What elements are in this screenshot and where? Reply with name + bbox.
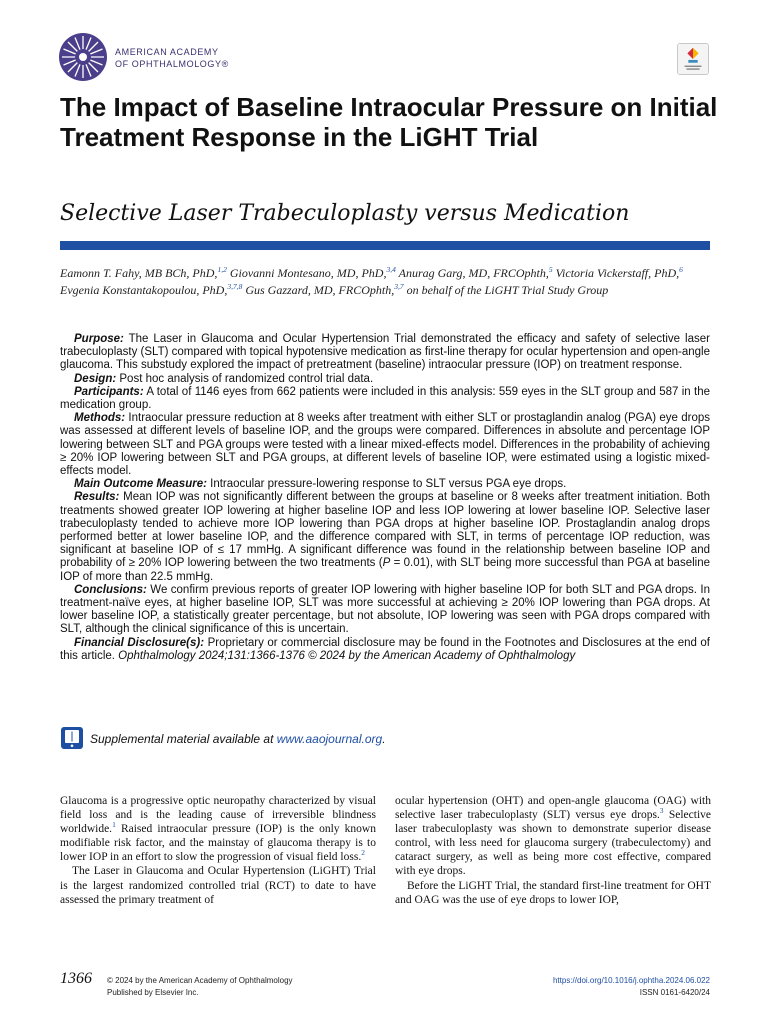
journal-link[interactable]: www.aaojournal.org	[276, 732, 383, 746]
citation-link[interactable]: 2	[361, 848, 365, 858]
author-affiliation[interactable]: 1,2	[217, 265, 227, 274]
page-number: 1366	[60, 970, 92, 987]
footer-copyright: © 2024 by the American Academy of Ophthalmology Published by Elsevier Inc.	[107, 976, 293, 997]
abstract-participants: Participants: A total of 1146 eyes from 662 patients were included in this analysis: 559 eyes in the SLT group and 587 in the medication group.	[60, 385, 710, 412]
abstract-label: Financial Disclosure(s):	[74, 636, 205, 649]
abstract-label: Methods:	[74, 412, 126, 425]
author-affiliation[interactable]: 3,7	[394, 282, 404, 291]
article-title: The Impact of Baseline Intraocular Pressure on Initial Treatment Response in the LiGHT Trial	[60, 92, 718, 152]
body-paragraph: ocular hypertension (OHT) and open-angle glaucoma (OAG) with selective laser trabeculoplasty (SLT) versus eye drops.$^3$ Selective laser trabeculoplasty was shown to demonstrate superior disease control, with less need for glaucoma surgery (trabeculectomy) and cataract surgery, as well as being more cost effective, compared with eye drops.	[395, 795, 711, 878]
publisher-name: AMERICAN ACADEMY OF OPHTHALMOLOGY®	[115, 47, 229, 69]
check-for-updates-icon[interactable]	[677, 43, 709, 75]
author-affiliation[interactable]: 6	[679, 265, 683, 274]
author-name: Gus Gazzard, MD, FRCOphth,	[245, 283, 395, 297]
abstract-design: Design: Post hoc analysis of randomized control trial data.	[74, 372, 374, 385]
author-name: Giovanni Montesano, MD, PhD,	[229, 266, 387, 280]
abstract-purpose: Purpose: The Laser in Glaucoma and Ocular Hypertension Trial demonstrated the efficacy and safety of selective laser trabeculoplasty (SLT) compared with topical hypotensive medication as first-line therapy for ocular hypertension and open-angle glaucoma. This substudy explored the impact of pretreatment (baseline) intraocular pressure (IOP) on treatment response.	[60, 333, 710, 372]
body-paragraph: Before the LiGHT Trial, the standard first-line treatment for OHT and OAG was the use of eye drops to lower IOP,	[395, 879, 711, 906]
title-divider	[60, 241, 710, 250]
body-column-left	[60, 794, 376, 907]
journal-reference: Ophthalmology 2024;131:1366-1376 © 2024 by the American Academy of Ophthalmology	[118, 649, 576, 662]
footer-identifiers	[553, 975, 710, 999]
aao-logo-icon	[58, 32, 108, 82]
citation-link[interactable]: 1	[112, 820, 116, 830]
abstract-label: Participants:	[74, 385, 144, 398]
abstract-outcome: Main Outcome Measure: Intraocular pressure-lowering response to SLT versus PGA eye drops.	[74, 478, 567, 491]
author-affiliation[interactable]: 3,7,8	[227, 282, 243, 291]
body-paragraph: The Laser in Glaucoma and Ocular Hypertension (LiGHT) Trial is the largest randomized controlled trial (RCT) to date to have assessed the primary treatment of	[60, 865, 376, 906]
body-paragraph: Glaucoma is a progressive optic neuropathy characterized by visual field loss and is the leading cause of irreversible blindness worldwide.$^1$ Raised intraocular pressure (IOP) is the only known modifiable risk factor, and the mainstay of glaucoma therapy is to lower IOP in an effort to slow the progression of visual field loss.$^2$	[60, 795, 376, 864]
abstract	[60, 333, 710, 663]
abstract-label: Conclusions:	[74, 583, 147, 596]
issn: ISSN 0161-6420/24	[639, 988, 710, 997]
author-name: Eamonn T. Fahy, MB BCh, PhD,	[60, 266, 218, 280]
author-name: Anurag Garg, MD, FRCOphth,	[398, 266, 549, 280]
abstract-conclusions: Conclusions: We confirm previous reports of greater IOP lowering with higher baseline IOP for both SLT and PGA drops. In treatment-naïve eyes, at higher baseline IOP, SLT was more successful at achieving ≥ 20% IOP lowering than PGA drops. At lower baseline IOP, a statistically greater percentage, but not absolute, IOP lowering was seen with PGA drops compared with SLT, although the clinical significance of this is uncertain.	[60, 583, 710, 636]
citation-link[interactable]: 3	[659, 806, 664, 816]
article-subtitle: Selective Laser Trabeculoplasty versus Medication	[60, 201, 630, 226]
supplemental-note: Supplemental material available at www.aaojournal.org.	[60, 726, 520, 754]
study-group: on behalf of the LiGHT Trial Study Group	[406, 283, 609, 297]
abstract-disclosure: Financial Disclosure(s): Proprietary or commercial disclosure may be found in the Footnotes and Disclosures at the end of this article. Ophthalmology 2024;131:1366-1376 © 2024 by the American Academy of Ophthalmology	[60, 636, 711, 662]
author-affiliation[interactable]: 3,4	[386, 265, 396, 274]
author-affiliation[interactable]: 5	[548, 265, 553, 274]
body-column-right	[395, 794, 711, 907]
author-list	[60, 265, 710, 299]
abstract-results: Results: Mean IOP was not significantly different between the groups at baseline or 8 weeks after treatment initiation. Both treatments showed greater IOP lowering at higher baseline IOP and less IOP lowering at lower baseline IOP. Selective laser trabeculoplasty tended to achieve more IOP lowering than PGA drops at higher baseline IOP. Prostaglandin analog drops performed better at lower baseline IOP, and the difference compared with SLT, in terms of percentage IOP reduction, was significant at baseline IOP of ≤ 17 mmHg. A significant difference was found in the relationship between baseline IOP and probability of ≥ 20% IOP lowering between the two treatments (P = 0.01), with SLT being more successful than PGA at baseline IOP of more than 22.5 mmHg.	[60, 491, 710, 583]
abstract-label: Purpose:	[74, 333, 124, 345]
author-name: Victoria Vickerstaff, PhD,	[555, 266, 680, 280]
tablet-icon	[60, 726, 84, 750]
author-name: Evgenia Konstantakopoulou, PhD,	[60, 283, 228, 297]
abstract-label: Design:	[74, 372, 117, 385]
abstract-methods: Methods: Intraocular pressure reduction at 8 weeks after treatment with either SLT or prostaglandin analog (PGA) eye drops was assessed at different levels of baseline IOP, and the groups were compared. Differences in absolute and percentage IOP lowering between SLT and PGA groups were tested with a linear mixed-effects model. Differences in the probability of achieving ≥ 20% IOP lowering between SLT and PGA groups, at different levels of baseline IOP, were estimated using a logistic mixed-effects model.	[60, 412, 710, 478]
abstract-label: Results:	[74, 491, 120, 504]
abstract-label: Main Outcome Measure:	[74, 478, 207, 491]
doi-link[interactable]: https://doi.org/10.1016/j.ophtha.2024.06.022	[552, 976, 710, 985]
